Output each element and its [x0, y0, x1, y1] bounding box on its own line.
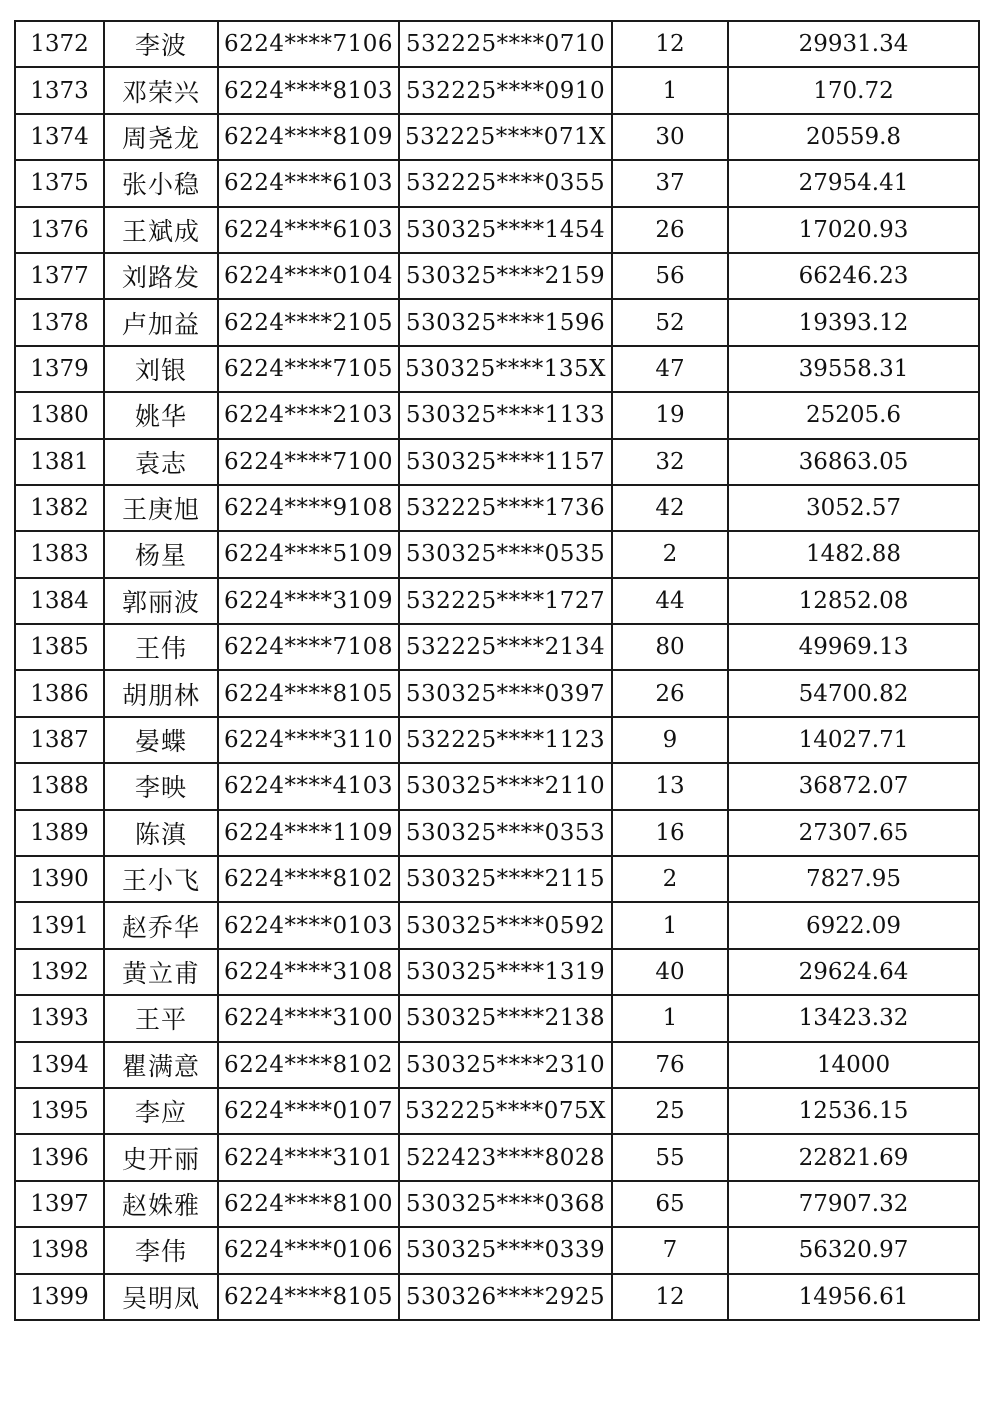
row-card-number-cell: 6224****6103	[218, 207, 399, 253]
row-count-cell: 26	[612, 207, 728, 253]
row-count-cell: 76	[612, 1042, 728, 1088]
table-row	[15, 1274, 979, 1320]
row-name-cell: 瞿满意	[104, 1042, 218, 1088]
row-name-cell: 卢加益	[104, 299, 218, 345]
table-row	[15, 531, 979, 577]
row-name-cell: 邓荣兴	[104, 67, 218, 113]
table-row	[15, 1042, 979, 1088]
row-card-number-cell: 6224****0104	[218, 253, 399, 299]
row-id-number-cell: 532225****0355	[399, 160, 612, 206]
row-seq-cell: 1382	[15, 485, 104, 531]
row-count-cell: 13	[612, 763, 728, 809]
row-seq-cell: 1387	[15, 717, 104, 763]
row-amount-cell: 77907.32	[728, 1181, 979, 1227]
row-amount-cell: 29624.64	[728, 949, 979, 995]
row-seq-cell: 1398	[15, 1227, 104, 1273]
row-id-number-cell: 530325****0592	[399, 902, 612, 948]
row-seq-cell: 1372	[15, 21, 104, 67]
row-amount-cell: 14000	[728, 1042, 979, 1088]
row-amount-cell: 66246.23	[728, 253, 979, 299]
row-amount-cell: 14956.61	[728, 1274, 979, 1320]
row-amount-cell: 39558.31	[728, 346, 979, 392]
row-id-number-cell: 530325****1157	[399, 439, 612, 485]
row-count-cell: 19	[612, 392, 728, 438]
table-row	[15, 1134, 979, 1180]
row-name-cell: 黄立甫	[104, 949, 218, 995]
row-seq-cell: 1384	[15, 578, 104, 624]
row-count-cell: 7	[612, 1227, 728, 1273]
table-row	[15, 624, 979, 670]
row-count-cell: 25	[612, 1088, 728, 1134]
row-name-cell: 史开丽	[104, 1134, 218, 1180]
row-count-cell: 40	[612, 949, 728, 995]
row-name-cell: 郭丽波	[104, 578, 218, 624]
row-card-number-cell: 6224****8100	[218, 1181, 399, 1227]
row-name-cell: 姚华	[104, 392, 218, 438]
row-id-number-cell: 532225****075X	[399, 1088, 612, 1134]
row-card-number-cell: 6224****3110	[218, 717, 399, 763]
row-count-cell: 47	[612, 346, 728, 392]
row-name-cell: 刘路发	[104, 253, 218, 299]
table-row	[15, 717, 979, 763]
table-row	[15, 21, 979, 67]
row-name-cell: 王小飞	[104, 856, 218, 902]
table-row	[15, 114, 979, 160]
row-id-number-cell: 530325****1133	[399, 392, 612, 438]
row-count-cell: 12	[612, 21, 728, 67]
row-id-number-cell: 530325****1319	[399, 949, 612, 995]
row-id-number-cell: 530326****2925	[399, 1274, 612, 1320]
row-seq-cell: 1399	[15, 1274, 104, 1320]
table-row	[15, 1181, 979, 1227]
row-count-cell: 16	[612, 810, 728, 856]
row-seq-cell: 1374	[15, 114, 104, 160]
row-amount-cell: 54700.82	[728, 670, 979, 716]
row-amount-cell: 12536.15	[728, 1088, 979, 1134]
row-name-cell: 陈滇	[104, 810, 218, 856]
row-name-cell: 李波	[104, 21, 218, 67]
row-card-number-cell: 6224****7106	[218, 21, 399, 67]
row-seq-cell: 1383	[15, 531, 104, 577]
row-name-cell: 王斌成	[104, 207, 218, 253]
table-row	[15, 67, 979, 113]
row-card-number-cell: 6224****8105	[218, 1274, 399, 1320]
row-card-number-cell: 6224****6103	[218, 160, 399, 206]
row-amount-cell: 170.72	[728, 67, 979, 113]
row-name-cell: 李映	[104, 763, 218, 809]
row-id-number-cell: 530325****0397	[399, 670, 612, 716]
row-card-number-cell: 6224****1109	[218, 810, 399, 856]
row-name-cell: 王伟	[104, 624, 218, 670]
row-count-cell: 52	[612, 299, 728, 345]
row-id-number-cell: 530325****1596	[399, 299, 612, 345]
row-id-number-cell: 530325****2115	[399, 856, 612, 902]
roster-table	[14, 20, 980, 1321]
row-card-number-cell: 6224****7108	[218, 624, 399, 670]
row-seq-cell: 1379	[15, 346, 104, 392]
row-name-cell: 李伟	[104, 1227, 218, 1273]
row-seq-cell: 1373	[15, 67, 104, 113]
row-seq-cell: 1381	[15, 439, 104, 485]
row-amount-cell: 7827.95	[728, 856, 979, 902]
row-name-cell: 吴明凤	[104, 1274, 218, 1320]
row-count-cell: 65	[612, 1181, 728, 1227]
row-count-cell: 1	[612, 995, 728, 1041]
row-amount-cell: 13423.32	[728, 995, 979, 1041]
row-card-number-cell: 6224****2103	[218, 392, 399, 438]
row-count-cell: 12	[612, 1274, 728, 1320]
row-amount-cell: 1482.88	[728, 531, 979, 577]
row-id-number-cell: 530325****0535	[399, 531, 612, 577]
row-id-number-cell: 530325****2159	[399, 253, 612, 299]
row-count-cell: 55	[612, 1134, 728, 1180]
row-seq-cell: 1393	[15, 995, 104, 1041]
row-seq-cell: 1375	[15, 160, 104, 206]
row-card-number-cell: 6224****8102	[218, 1042, 399, 1088]
row-count-cell: 44	[612, 578, 728, 624]
row-count-cell: 80	[612, 624, 728, 670]
row-amount-cell: 20559.8	[728, 114, 979, 160]
table-row	[15, 995, 979, 1041]
row-card-number-cell: 6224****8102	[218, 856, 399, 902]
row-amount-cell: 17020.93	[728, 207, 979, 253]
row-card-number-cell: 6224****7100	[218, 439, 399, 485]
row-id-number-cell: 530325****0353	[399, 810, 612, 856]
table-row	[15, 810, 979, 856]
table-row	[15, 439, 979, 485]
row-name-cell: 周尧龙	[104, 114, 218, 160]
row-card-number-cell: 6224****3101	[218, 1134, 399, 1180]
row-id-number-cell: 522423****8028	[399, 1134, 612, 1180]
table-row	[15, 902, 979, 948]
row-seq-cell: 1385	[15, 624, 104, 670]
row-card-number-cell: 6224****9108	[218, 485, 399, 531]
table-row	[15, 670, 979, 716]
row-seq-cell: 1392	[15, 949, 104, 995]
row-card-number-cell: 6224****8109	[218, 114, 399, 160]
row-id-number-cell: 530325****2110	[399, 763, 612, 809]
row-amount-cell: 56320.97	[728, 1227, 979, 1273]
row-id-number-cell: 532225****1727	[399, 578, 612, 624]
row-id-number-cell: 532225****0910	[399, 67, 612, 113]
row-id-number-cell: 530325****2138	[399, 995, 612, 1041]
row-id-number-cell: 532225****2134	[399, 624, 612, 670]
row-card-number-cell: 6224****2105	[218, 299, 399, 345]
row-count-cell: 56	[612, 253, 728, 299]
table-row	[15, 578, 979, 624]
row-amount-cell: 22821.69	[728, 1134, 979, 1180]
row-card-number-cell: 6224****3109	[218, 578, 399, 624]
row-seq-cell: 1388	[15, 763, 104, 809]
row-amount-cell: 3052.57	[728, 485, 979, 531]
row-card-number-cell: 6224****3108	[218, 949, 399, 995]
row-id-number-cell: 530325****2310	[399, 1042, 612, 1088]
row-name-cell: 张小稳	[104, 160, 218, 206]
row-count-cell: 2	[612, 531, 728, 577]
row-card-number-cell: 6224****3100	[218, 995, 399, 1041]
row-card-number-cell: 6224****8103	[218, 67, 399, 113]
roster-table-body	[15, 21, 979, 1320]
row-id-number-cell: 532225****0710	[399, 21, 612, 67]
row-count-cell: 37	[612, 160, 728, 206]
row-id-number-cell: 532225****1123	[399, 717, 612, 763]
table-row	[15, 346, 979, 392]
row-card-number-cell: 6224****0103	[218, 902, 399, 948]
row-id-number-cell: 532225****1736	[399, 485, 612, 531]
row-amount-cell: 49969.13	[728, 624, 979, 670]
table-row	[15, 1088, 979, 1134]
row-seq-cell: 1376	[15, 207, 104, 253]
row-count-cell: 32	[612, 439, 728, 485]
row-seq-cell: 1396	[15, 1134, 104, 1180]
row-seq-cell: 1394	[15, 1042, 104, 1088]
row-seq-cell: 1389	[15, 810, 104, 856]
row-seq-cell: 1391	[15, 902, 104, 948]
table-row	[15, 207, 979, 253]
row-count-cell: 1	[612, 902, 728, 948]
row-name-cell: 李应	[104, 1088, 218, 1134]
row-name-cell: 刘银	[104, 346, 218, 392]
row-id-number-cell: 532225****071X	[399, 114, 612, 160]
row-amount-cell: 12852.08	[728, 578, 979, 624]
row-amount-cell: 29931.34	[728, 21, 979, 67]
table-row	[15, 299, 979, 345]
row-id-number-cell: 530325****135X	[399, 346, 612, 392]
row-id-number-cell: 530325****0339	[399, 1227, 612, 1273]
row-card-number-cell: 6224****0106	[218, 1227, 399, 1273]
row-count-cell: 2	[612, 856, 728, 902]
row-amount-cell: 36863.05	[728, 439, 979, 485]
table-row	[15, 949, 979, 995]
table-row	[15, 1227, 979, 1273]
row-seq-cell: 1397	[15, 1181, 104, 1227]
table-row	[15, 856, 979, 902]
row-count-cell: 42	[612, 485, 728, 531]
table-row	[15, 392, 979, 438]
table-row	[15, 763, 979, 809]
row-card-number-cell: 6224****4103	[218, 763, 399, 809]
row-seq-cell: 1380	[15, 392, 104, 438]
row-name-cell: 王平	[104, 995, 218, 1041]
row-name-cell: 赵姝雅	[104, 1181, 218, 1227]
row-name-cell: 王庚旭	[104, 485, 218, 531]
row-id-number-cell: 530325****1454	[399, 207, 612, 253]
row-name-cell: 胡朋林	[104, 670, 218, 716]
row-amount-cell: 14027.71	[728, 717, 979, 763]
row-seq-cell: 1386	[15, 670, 104, 716]
table-row	[15, 253, 979, 299]
row-count-cell: 9	[612, 717, 728, 763]
row-amount-cell: 27307.65	[728, 810, 979, 856]
table-row	[15, 485, 979, 531]
row-card-number-cell: 6224****5109	[218, 531, 399, 577]
row-name-cell: 袁志	[104, 439, 218, 485]
row-amount-cell: 6922.09	[728, 902, 979, 948]
row-card-number-cell: 6224****0107	[218, 1088, 399, 1134]
row-name-cell: 杨星	[104, 531, 218, 577]
row-name-cell: 赵乔华	[104, 902, 218, 948]
row-name-cell: 晏蝶	[104, 717, 218, 763]
row-amount-cell: 36872.07	[728, 763, 979, 809]
row-seq-cell: 1390	[15, 856, 104, 902]
row-id-number-cell: 530325****0368	[399, 1181, 612, 1227]
row-seq-cell: 1395	[15, 1088, 104, 1134]
row-count-cell: 26	[612, 670, 728, 716]
row-card-number-cell: 6224****7105	[218, 346, 399, 392]
row-amount-cell: 19393.12	[728, 299, 979, 345]
row-count-cell: 1	[612, 67, 728, 113]
row-card-number-cell: 6224****8105	[218, 670, 399, 716]
row-amount-cell: 25205.6	[728, 392, 979, 438]
row-seq-cell: 1377	[15, 253, 104, 299]
row-count-cell: 30	[612, 114, 728, 160]
table-row	[15, 160, 979, 206]
row-amount-cell: 27954.41	[728, 160, 979, 206]
row-seq-cell: 1378	[15, 299, 104, 345]
